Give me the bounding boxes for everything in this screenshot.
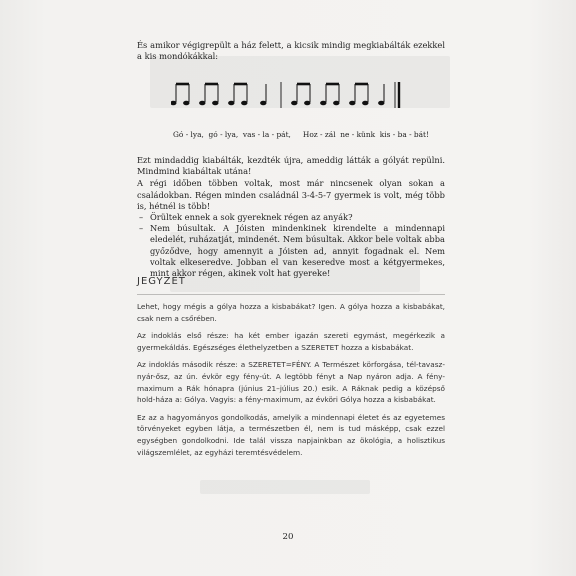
heading-divider xyxy=(137,294,445,295)
note-block xyxy=(137,301,445,458)
story-paragraph: A régi időben többen voltak, most már nincsenek olyan sokan a családokban. Régen minden családnál 3-4-5-7 gyermek is volt, még több is, hétnél is több! xyxy=(137,178,445,211)
story-block xyxy=(137,155,445,279)
page-number: 20 xyxy=(282,532,294,542)
intro-block xyxy=(137,40,445,62)
song-lyrics xyxy=(173,130,429,139)
note-heading: JEGYZET xyxy=(137,276,186,287)
intro-paragraph: És amikor végigrepült a ház felett, a kicsik mindig megkiabálták ezekkel a kis mondókákkal: xyxy=(137,40,445,62)
note-paragraph: Az indoklás első része: ha két ember igazán szereti egymást, megérkezik a gyermekáldás. Egészséges élethelyzetben a SZERETET hozza a kisbabákat. xyxy=(137,331,445,352)
note-paragraph: Lehet, hogy mégis a gólya hozza a kisbabákat? Igen. A gólya hozza a kisbabákat, csak nem a csőrében. xyxy=(137,302,445,323)
note-paragraph: Az indoklás második része: a SZERETET=FÉNY. A Természet körforgása, tél-tavasz-nyár-ősz, az ún. évkör egy fény-út. A legtöbb fényt a Nap nyáron adja. A fény-maximum a Rák hónapra (június 21–július 20.) esik. A Ráknak pedig a középső hold-háza a: Gólya. Vagyis: a fény-maximum, az évköri Gólya hozza a kisbabákat. xyxy=(137,360,445,405)
dialogue-line: – Nem búsultak. A Jóisten mindenkinek kirendelte a mindennapi eledelét, ruházatját, mindenét. Nem búsultak. Akkor bele voltak abba győződve, hogy amennyit a Jóisten ad, annyit fogadnak el. Nem voltak elkeseredve. Jobban el van keseredve most a kétgyermekes, mint akkor régen, akinek volt hat gyereke! xyxy=(137,223,445,279)
music-notation xyxy=(171,78,411,120)
bleed-through-shadow xyxy=(200,480,370,494)
lyrics-line-2: Hoz - zál ne - künk kis - ba - bát! xyxy=(302,130,429,139)
lyrics-line-1: Gó - lya, gó - lya, vas - la - pát, xyxy=(173,130,291,139)
dialogue-line: – Örültek ennek a sok gyereknek régen az anyák? xyxy=(137,212,445,223)
note-paragraph: Ez az a hagyományos gondolkodás, amelyik a mindennapi életet és az egyetemes törvényeket egyben látja, a természetben él, nem is tud másképp, csak ezzel egységben gondolkodni. Ide talál vissza napjainkban az ökológia, a holisztikus világszemlélet, az egyházi teremtésvédelem. xyxy=(137,412,445,457)
story-paragraph: Ezt mindaddig kiabálták, kezdték újra, ameddig látták a gólyát repülni. Mindmind kiabáltak utána! xyxy=(137,155,445,177)
